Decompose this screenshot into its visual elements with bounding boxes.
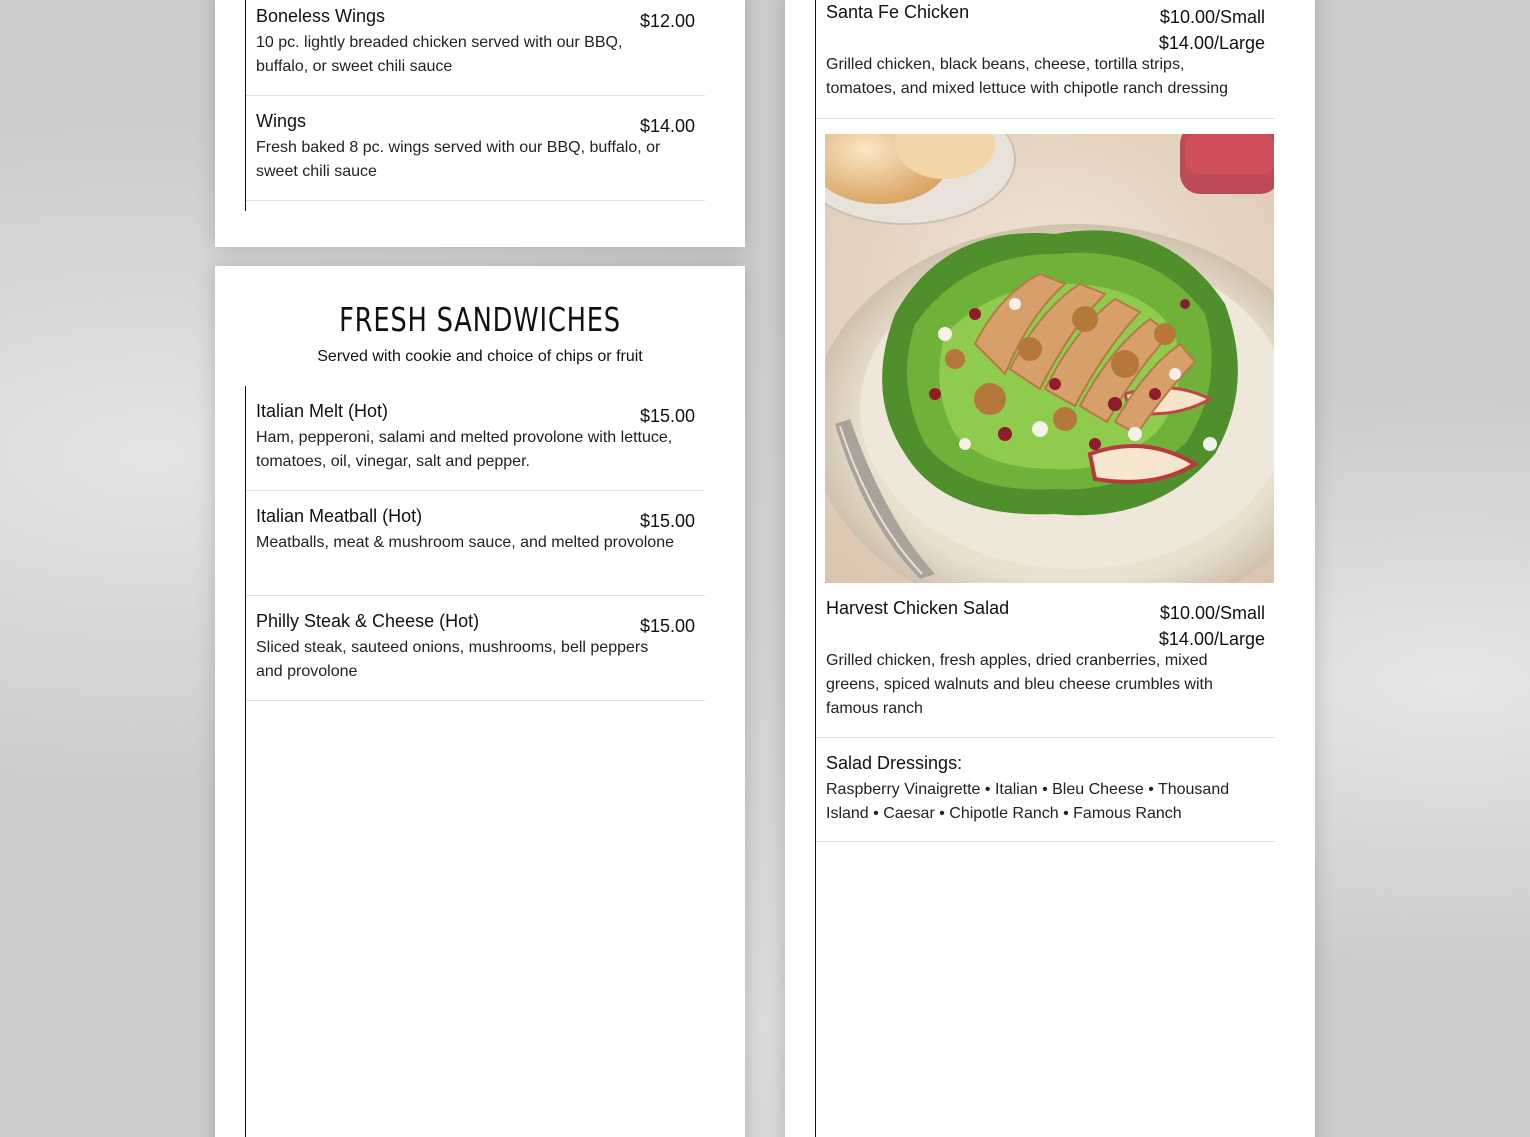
salad-photo-icon [825,134,1274,583]
section-subtitle: Served with cookie and choice of chips or fruit [317,348,643,365]
item-description: Raspberry Vinaigrette • Italian • Bleu Cheese • Thousand Island • Caesar • Chipotle Ranch • Famous Ranch [826,781,1230,822]
sandwiches-list [245,386,705,1137]
section-title: FRESH SANDWICHES [339,300,621,339]
appetizers-list [245,0,705,211]
item-description: Meatballs, meat & mushroom sauce, and melted provolone [256,534,674,551]
item-price: $14.00 [639,116,695,136]
item-name: Boneless Wings [256,6,386,26]
price-large: $14.00/Large [1158,629,1265,649]
menu-item [246,491,705,596]
item-name: Wings [256,111,307,131]
menu-item [246,386,705,491]
item-description: Grilled chicken, black beans, cheese, tortilla strips, tomatoes, and mixed lettuce with chipotle ranch dressing [826,56,1228,97]
item-price [1159,4,1265,56]
item-name: Santa Fe Chicken [826,2,970,22]
item-description: Ham, pepperoni, salami and melted provolone with lettuce, tomatoes, oil, vinegar, salt and pepper. [256,429,673,470]
appetizers-card [215,0,745,247]
price-small: $10.00/Small [1159,603,1265,623]
menu-item [246,96,705,201]
menu-item [816,0,1275,119]
item-name: Italian Melt (Hot) [256,401,389,421]
menu-item [246,0,705,96]
item-price: $15.00 [639,511,695,531]
menu-item [246,596,705,701]
price-small: $10.00/Small [1159,7,1265,27]
item-description: 10 pc. lightly breaded chicken served with our BBQ, buffalo, or sweet chili sauce [256,34,623,75]
item-price: $12.00 [639,11,695,31]
menu-item [816,738,1275,842]
item-description: Grilled chicken, fresh apples, dried cranberries, mixed greens, spiced walnuts and bleu cheese crumbles with famous ranch [826,652,1213,717]
item-price [1159,600,1265,652]
salad-photo [825,134,1274,583]
sandwiches-card [215,266,745,1137]
menu-item [816,583,1275,738]
salads-card [785,0,1315,1137]
item-description: Fresh baked 8 pc. wings served with our BBQ, buffalo, or sweet chili sauce [256,139,661,180]
price-large: $14.00/Large [1158,33,1265,53]
item-name: Salad Dressings: [826,753,963,773]
item-name: Harvest Chicken Salad [826,598,1010,618]
item-price: $15.00 [639,406,695,426]
item-description: Sliced steak, sauteed onions, mushrooms, bell peppers and provolone [256,639,649,680]
item-price: $15.00 [639,616,695,636]
item-name: Philly Steak & Cheese (Hot) [256,611,480,631]
item-name: Italian Meatball (Hot) [256,506,423,526]
